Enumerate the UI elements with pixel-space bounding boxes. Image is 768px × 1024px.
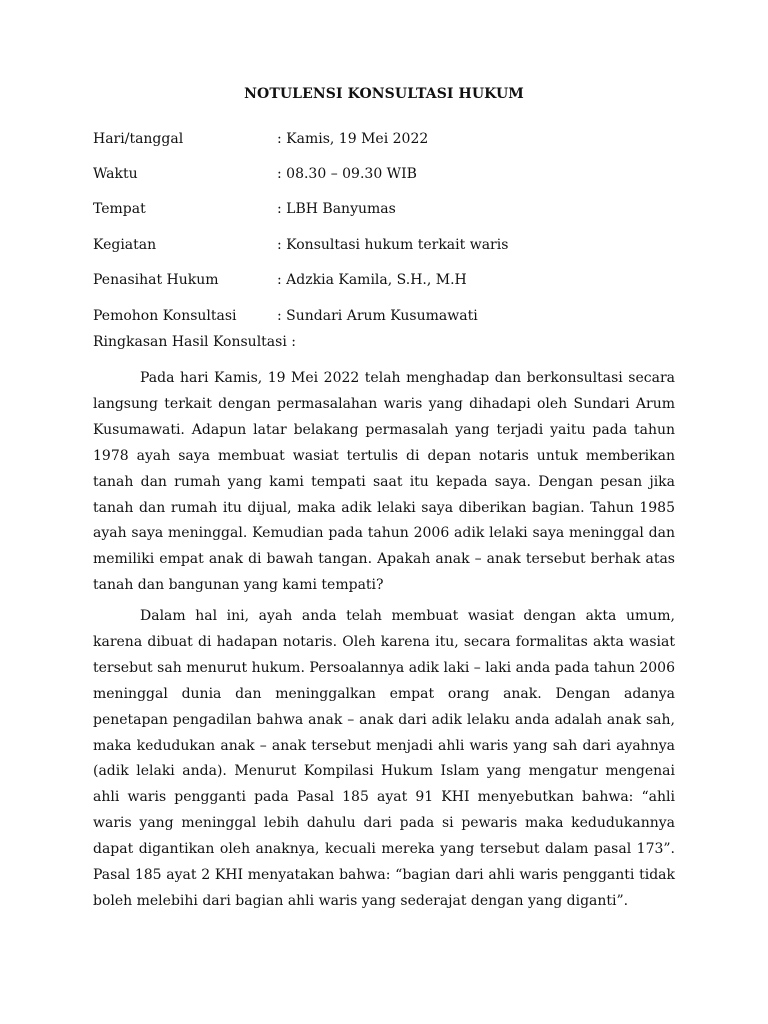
- meta-row-time: [93, 156, 683, 191]
- meta-label: Tempat: [93, 201, 146, 218]
- meta-row-date: [93, 121, 683, 156]
- document-title: NOTULENSI KONSULTASI HUKUM: [244, 86, 524, 102]
- meta-value: : Konsultasi hukum terkait waris: [277, 236, 509, 253]
- meta-label: Waktu: [93, 166, 138, 183]
- meta-value: : 08.30 – 09.30 WIB: [277, 166, 417, 183]
- meta-label: Kegiatan: [93, 236, 157, 253]
- meta-value: : Kamis, 19 Mei 2022: [277, 130, 429, 147]
- summary-heading: Ringkasan Hasil Konsultasi :: [93, 334, 296, 350]
- meta-value: : LBH Banyumas: [277, 201, 396, 218]
- meta-row-activity: [93, 227, 683, 262]
- meta-row-place: [93, 192, 683, 227]
- meta-row-advisor: [93, 263, 683, 298]
- meta-label: Pemohon Konsultasi: [93, 307, 237, 324]
- summary-paragraph-2: Dalam hal ini, ayah anda telah membuat wasiat dengan akta umum, karena dibuat di hadapan notaris. Oleh karena itu, secara formalitas akta wasiat tersebut sah menurut hukum. Persoalannya adik laki – laki anda pada tahun 2006 meninggal dunia dan meninggalkan empat orang anak. Dengan adanya penetapan pengadilan bahwa anak – anak dari adik lelaku anda adalah anak sah, maka kedudukan anak – anak tersebut menjadi ahli waris yang sah dari ayahnya (adik lelaki anda). Menurut Kompilasi Hukum Islam yang mengatur mengenai ahli waris pengganti pada Pasal 185 ayat 91 KHI menyebutkan bahwa: “ahli waris yang meninggal lebih dahulu dari pada si pewaris maka kedudukannya dapat digantikan oleh anaknya, kecuali mereka yang tersebut dalam pasal 173”. Pasal 185 ayat 2 KHI menyatakan bahwa: “bagian dari ahli waris pengganti tidak boleh melebihi dari bagian ahli waris yang sederajat dengan yang diganti”.: [93, 608, 675, 909]
- summary-paragraph-1: Pada hari Kamis, 19 Mei 2022 telah menghadap dan berkonsultasi secara langsung terkait dengan permasalahan waris yang dihadapi oleh Sundari Arum Kusumawati. Adapun latar belakang permasalah yang terjadi yaitu pada tahun 1978 ayah saya membuat wasiat tertulis di depan notaris untuk memberikan tanah dan rumah yang kami tempati saat itu kepada saya. Dengan pesan jika tanah dan rumah itu dijual, maka adik lelaki saya diberikan bagian. Tahun 1985 ayah saya meninggal. Kemudian pada tahun 2006 adik lelaki saya meninggal dan memiliki empat anak di bawah tangan. Apakah anak – anak tersebut berhak atas tanah dan bangunan yang kami tempati?: [93, 370, 675, 594]
- meta-label: Penasihat Hukum: [93, 272, 219, 289]
- meta-value: : Sundari Arum Kusumawati: [277, 307, 478, 324]
- meta-table: [93, 121, 683, 333]
- meta-value: : Adzkia Kamila, S.H., M.H: [277, 272, 467, 289]
- meta-row-applicant: [93, 298, 683, 333]
- meta-label: Hari/tanggal: [93, 130, 184, 147]
